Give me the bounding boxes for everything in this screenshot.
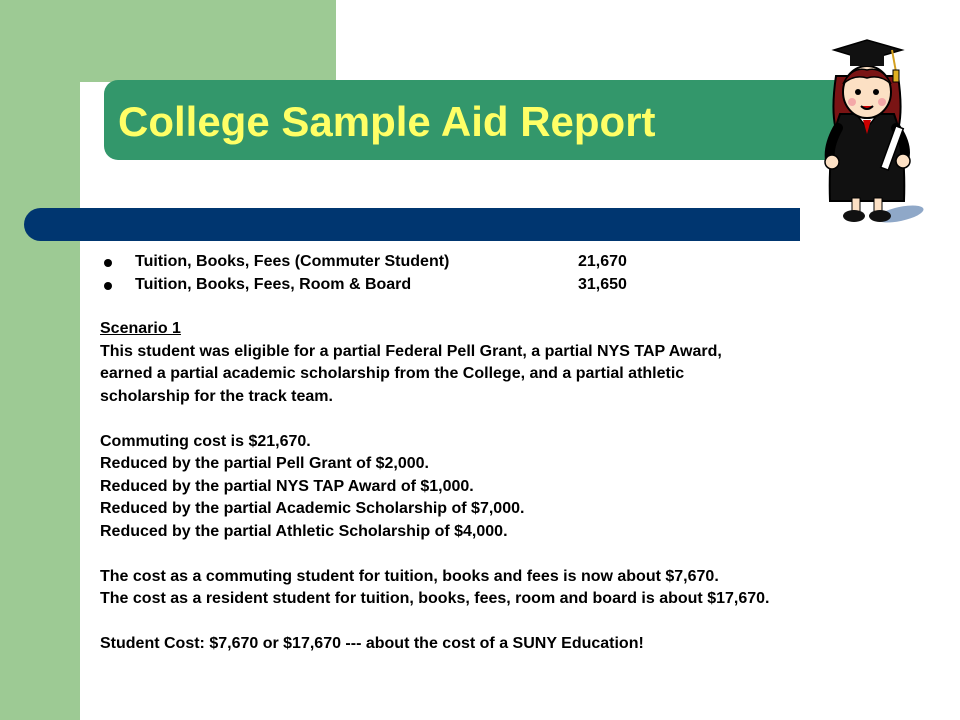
- top-green-band: [80, 0, 336, 82]
- cost-line: Reduced by the partial Pell Grant of $2,000.: [100, 455, 429, 472]
- slide-title: College Sample Aid Report: [118, 98, 656, 145]
- scenario-heading: Scenario 1: [100, 320, 181, 337]
- spacer: [100, 408, 900, 431]
- summary-line: The cost as a commuting student for tuition, books and fees is now about $7,670.: [100, 567, 719, 585]
- accent-bar: [24, 208, 800, 241]
- cost-line: Reduced by the partial NYS TAP Award of $1,000.: [100, 477, 474, 495]
- bullet-value: 31,650: [578, 276, 627, 293]
- cost-line: Commuting cost is $21,670.: [100, 432, 311, 450]
- scenario-description-line: This student was eligible for a partial Federal Pell Grant, a partial NYS TAP Award,: [100, 342, 722, 360]
- spacer: [100, 543, 900, 566]
- bullet-value: 21,670: [578, 253, 627, 270]
- scenario-body: [100, 318, 900, 656]
- bullet-label: Tuition, Books, Fees, Room & Board: [135, 276, 412, 293]
- scenario-description-line: earned a partial academic scholarship from the College, and a partial athletic: [100, 365, 685, 382]
- bullet-icon: [104, 282, 112, 290]
- spacer: [100, 611, 900, 634]
- bullet-label: Tuition, Books, Fees (Commuter Student): [135, 253, 450, 270]
- bullet-icon: [104, 259, 112, 267]
- cost-line: Reduced by the partial Athletic Scholarship of $4,000.: [100, 522, 508, 540]
- left-green-band: [0, 0, 80, 720]
- cost-line: Reduced by the partial Academic Scholarship of $7,000.: [100, 500, 525, 517]
- graduate-clipart: [808, 36, 928, 236]
- conclusion-line: Student Cost: $7,670 or $17,670 --- about the cost of a SUNY Education!: [100, 635, 644, 652]
- scenario-description-line: scholarship for the track team.: [100, 387, 333, 405]
- summary-line: The cost as a resident student for tuition, books, fees, room and board is about $17,670.: [100, 590, 770, 607]
